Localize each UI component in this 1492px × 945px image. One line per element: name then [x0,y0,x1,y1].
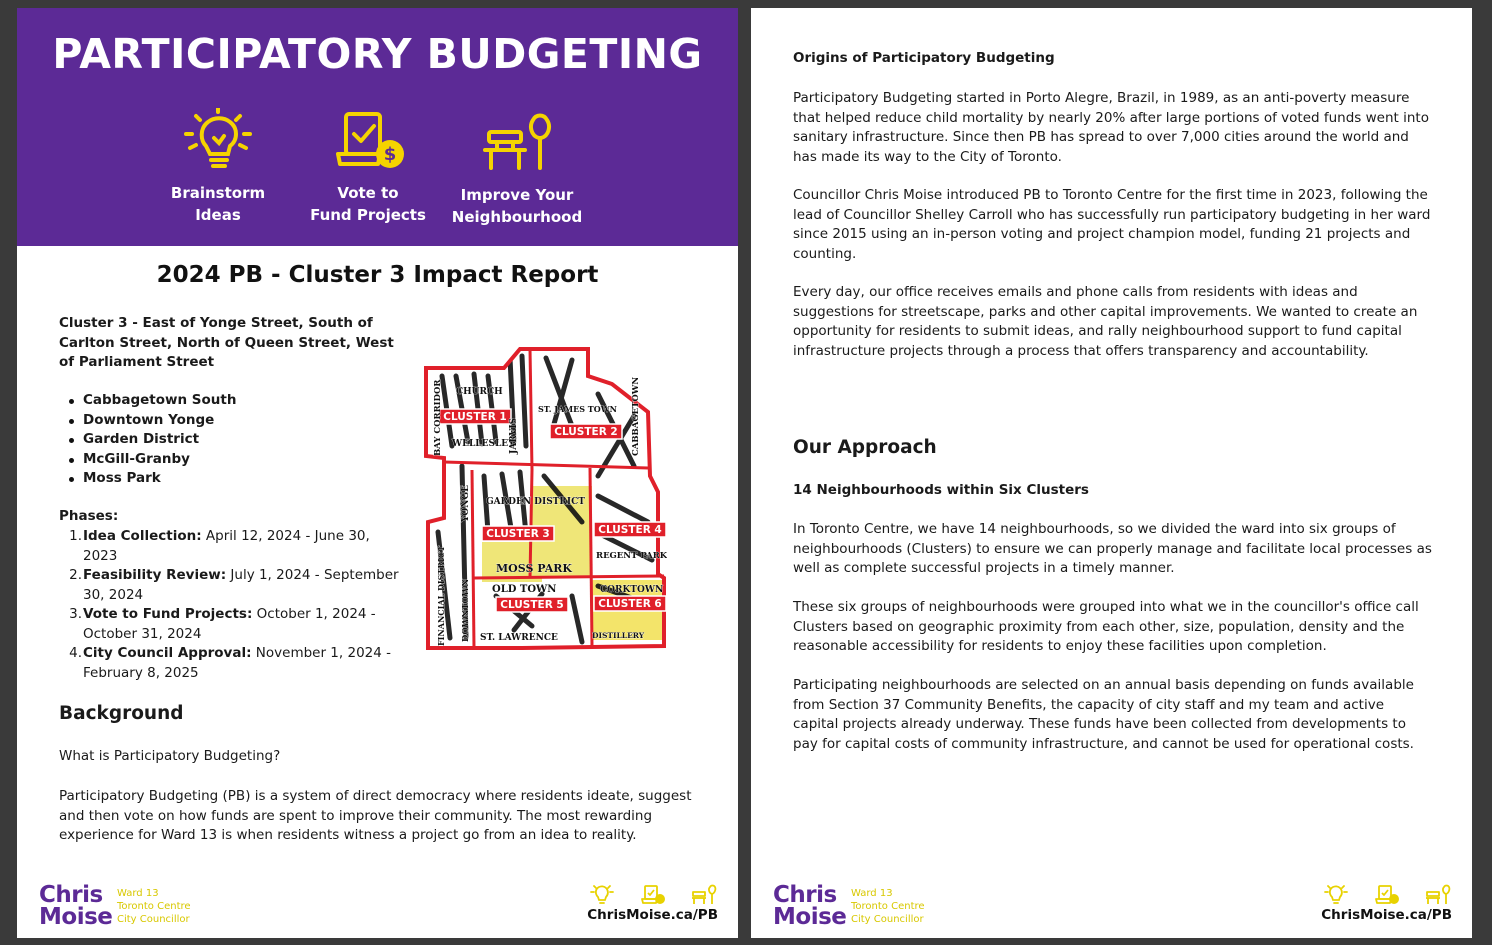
approach-paragraph-2: These six groups of neighbourhoods were grouped into what we in the councillor's office call Clusters based on geographic proximity from each other, size, population, density and the reasonable accessibility for residents to enjoy these facilities upon completion. [793,599,1419,654]
banner-label-brainstorm: Brainstorm Ideas [170,184,266,224]
list-item: Moss Park [67,469,367,489]
map-word: FINANCIAL DISTRICT [436,545,446,646]
map-word: ST. JAMES TOWN [538,404,617,414]
origins-paragraph-2: Councillor Chris Moise introduced PB to Toronto Centre for the first time in 2023, following the lead of Councillor Shelley Carroll who has successfully run participatory budgeting in her ward since 2015 using an in-person voting and project champion model, funding 21 projects and counting. [793,187,1431,262]
logo-name: Chris Moise [773,882,847,930]
background-heading: Background [59,703,184,724]
right-page [751,8,1472,938]
footer-url[interactable]: ChrisMoise.ca/PB [587,907,718,923]
background-question: What is Participatory Budgeting? [59,748,281,764]
approach-subheading: 14 Neighbourhoods within Six Clusters [793,482,1089,498]
map-word: CABBAGETOWN [631,376,641,456]
vote-check-icon [328,108,408,172]
cluster-6-label: CLUSTER 6 [598,598,662,610]
map-word: ST. LAWRENCE [480,633,558,643]
footer-icons [588,884,718,906]
list-item: McGill-Granby [67,450,367,470]
banner-label-improve: Improve Your Neighbourhood [451,186,583,226]
phase-item [59,527,399,566]
banner-title: PARTICIPATORY BUDGETING [52,30,703,78]
phase-name: Feasibility Review: [83,567,227,583]
bench-tree-icon [1424,884,1452,906]
map-word: REGENT PARK [596,551,667,561]
origins-heading: Origins of Participatory Budgeting [793,50,1055,66]
banner-item-improve [442,108,592,228]
phase-list [59,527,399,683]
cluster-map [422,346,667,658]
bench-tree-icon [477,108,557,174]
phase-dates: November 1, 2024 - February 8, 2025 [83,645,392,681]
map-word: GARDEN DISTRICT [486,497,585,507]
logo-name: Chris Moise [39,882,113,930]
banner [17,8,738,246]
map-word: CHURCH [456,387,503,397]
bench-tree-icon [690,884,718,906]
phase-name: City Council Approval: [83,645,252,661]
phase-number: 2. [69,567,82,583]
phase-name: Idea Collection: [83,528,202,544]
phase-item [59,644,399,683]
phase-name: Vote to Fund Projects: [83,606,253,622]
phase-dates: July 1, 2024 - September 30, 2024 [83,567,399,603]
neighbourhood-list [67,391,367,489]
cluster-3-label: CLUSTER 3 [486,528,550,540]
phase-item [59,605,399,644]
origins-paragraph-1: Participatory Budgeting started in Porto Alegre, Brazil, in 1989, as an anti-poverty measure that helped reduce child mortality by nearly 20% after large portions of voted funds went into sanitary infrastructure. Since then PB has spread to over 7,000 cities around the world and has made its way to the City of Toronto. [793,90,1429,165]
map-word: YONGE [461,484,471,522]
cluster-5-label: CLUSTER 5 [500,599,564,611]
phases-label: Phases: [59,508,119,524]
map-word: DOWNTOWN [461,578,471,642]
list-item: Cabbagetown South [67,391,367,411]
cluster-heading: Cluster 3 - East of Yonge Street, South of Carlton Street, North of Queen Street, West of Parliament Street [59,315,394,370]
map-word: BAY CORRIDOR [433,379,443,456]
svg-text:$: $ [383,144,397,165]
phase-number: 1. [69,528,82,544]
footer-url[interactable]: ChrisMoise.ca/PB [1321,907,1452,923]
approach-heading: Our Approach [793,437,937,458]
map-word: MOSS PARK [496,562,572,575]
map-word: JARVIS [509,417,519,454]
map-word: OLD TOWN [492,584,557,595]
banner-item-vote [293,108,443,226]
phase-number: 4. [69,645,82,661]
cluster-1-label: CLUSTER 1 [443,411,507,423]
phase-dates: April 12, 2024 - June 30, 2023 [83,528,370,564]
logo-subtitle: Ward 13 Toronto Centre City Councillor [117,888,191,925]
lightbulb-icon [1322,884,1350,906]
councillor-logo [39,884,239,932]
list-item: Downtown Yonge [67,411,367,431]
cluster-4-label: CLUSTER 4 [598,524,662,536]
banner-label-vote: Vote to Fund Projects [310,184,426,224]
map-word: DISTILLERY [592,631,645,640]
map-word: CORKTOWN [600,585,664,595]
report-title: 2024 PB - Cluster 3 Impact Report [156,262,599,288]
lightbulb-icon [178,108,258,172]
vote-check-icon [639,884,667,906]
footer-icons [1322,884,1452,906]
cluster-2-label: CLUSTER 2 [554,426,618,438]
logo-subtitle: Ward 13 Toronto Centre City Councillor [851,888,925,925]
map-word: WELLESLEY [452,439,515,449]
phase-dates: October 1, 2024 - October 31, 2024 [83,606,376,642]
approach-paragraph-1: In Toronto Centre, we have 14 neighbourhoods, so we divided the ward into six groups of neighbourhoods (Clusters) to ensure we can properly manage and facilitate local processes as well as complete successful projects in a timely manner. [793,521,1432,576]
councillor-logo [773,884,973,932]
banner-item-brainstorm [143,108,293,226]
left-page [17,8,738,938]
lightbulb-icon [588,884,616,906]
vote-check-icon [1373,884,1401,906]
background-paragraph: Participatory Budgeting (PB) is a system of direct democracy where residents ideate, suggest and then vote on how funds are spent to improve their community. The most rewarding experience for Ward 13 is when residents witness a project go from an idea to reality. [59,788,692,843]
approach-paragraph-3: Participating neighbourhoods are selected on an annual basis depending on funds available from Section 37 Community Benefits, the capacity of city staff and my team and active capital projects already underway. These funds have been collected from developments to pay for capital costs of community infrastructure, and cannot be used for operational costs. [793,677,1414,752]
list-item: Garden District [67,430,367,450]
origins-paragraph-3: Every day, our office receives emails and phone calls from residents with ideas and suggestions for streetscape, parks and other capital improvements. We wanted to create an opportunity for residents to submit ideas, and rally neighbourhood support to fund capital infrastructure projects through a process that offers transparency and accountability. [793,284,1418,359]
phase-number: 3. [69,606,82,622]
phase-item [59,566,399,605]
